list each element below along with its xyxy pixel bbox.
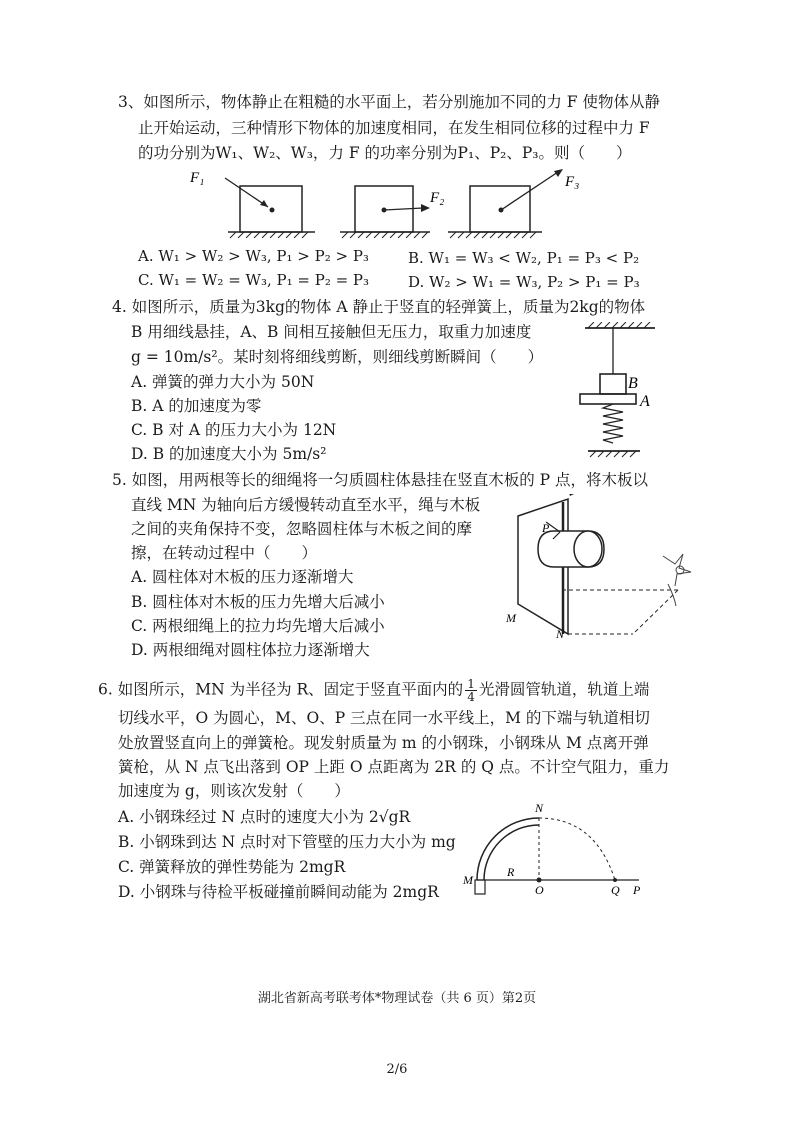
q6-label-n: N: [535, 801, 544, 815]
q5-line2: 直线 MN 为轴向后方缓慢转动直至水平，绳与木板: [131, 496, 481, 514]
q4-line1: 4. 如图所示，质量为3kg的物体 A 静止于竖直的轻弹簧上，质量为2kg的物体: [112, 298, 646, 316]
page-footer: 湖北省新高考联考体*物理试卷（共 6 页）第2页: [257, 991, 537, 1006]
q6-line1-part1: 6. 如图所示，MN 为半径为 R、固定于竖直平面内的: [98, 680, 464, 699]
q5-option-d: D. 两根细绳对圆柱体拉力逐渐增大: [131, 641, 370, 659]
q6-line3: 处放置竖直向上的弹簧枪。现发射质量为 m 的小钢珠，小钢珠从 M 点离开弹: [118, 734, 649, 752]
q3-option-b: B. W₁ = W₃ < W₂, P₁ = P₃ < P₂: [408, 249, 640, 267]
q5-option-a: A. 圆柱体对木板的压力逐渐增大: [131, 568, 354, 586]
q6-option-c: C. 弹簧释放的弹性势能为 2mgR: [118, 858, 346, 876]
q5-label-p: P: [542, 521, 550, 535]
q6-option-a: A. 小钢珠经过 N 点时的速度大小为 2√gR: [118, 808, 411, 826]
q5-label-m: M: [506, 611, 516, 625]
q6-label-r: R: [507, 865, 515, 879]
q6-line1: [98, 678, 649, 703]
q3-option-c: C. W₁ = W₂ = W₃, P₁ = P₂ = P₃: [138, 271, 370, 289]
q3-option-d: D. W₂ > W₁ = W₃, P₂ > P₁ = P₃: [408, 273, 640, 291]
q3-label-f3: F₃: [565, 174, 580, 190]
q4-label-a: A: [640, 393, 650, 410]
q3-option-a: A. W₁ > W₂ > W₃, P₁ > P₂ > P₃: [138, 247, 369, 265]
q5-line3: 之间的夹角保持不变，忽略圆柱体与木板之间的摩: [131, 520, 473, 538]
q4-line2: B 用细线悬挂，A、B 间相互接触但无压力，取重力加速度: [131, 323, 532, 341]
q5-line1: 5. 如图，用两根等长的细绳将一匀质圆柱体悬挂在竖直木板的 P 点，将木板以: [112, 471, 649, 489]
q4-option-b: B. A 的加速度为零: [131, 397, 262, 415]
q5-label-n: N: [556, 627, 565, 641]
q6-option-d: D. 小钢珠与待检平板碰撞前瞬间动能为 2mgR: [118, 883, 439, 901]
q5-option-b: B. 圆柱体对木板的压力先增大后减小: [131, 593, 385, 611]
q3-line2: 止开始运动，三种情形下物体的加速度相同，在发生相同位移的过程中力 F: [138, 119, 650, 137]
q3-label-f2: F₂: [430, 190, 445, 206]
q6-line1-part2: 光滑圆管轨道，轨道上端: [478, 680, 650, 699]
page-number: 2/6: [386, 1062, 408, 1077]
q4-line3: g = 10m/s²。某时刻将细线剪断，则细线剪断瞬间（ ）: [131, 348, 544, 366]
q4-label-b: B: [628, 375, 638, 392]
q3-figure: [180, 168, 600, 243]
q4-option-d: D. B 的加速度大小为 5m/s²: [131, 445, 327, 463]
q6-fraction: $\frac{1}{4}$: [467, 677, 475, 704]
q3-label-f1: F₁: [190, 170, 205, 186]
q6-label-o: O: [535, 883, 544, 897]
q6-figure: [455, 800, 655, 900]
q5-option-c: C. 两根细绳上的拉力均先增大后减小: [131, 617, 385, 635]
q6-label-p: P: [633, 883, 641, 897]
q3-line1: 3、如图所示，物体静止在粗糙的水平面上，若分别施加不同的力 F 使物体从静: [118, 93, 660, 111]
q3-line3: 的功分别为W₁、W₂、W₃，力 F 的功率分别为P₁、P₂、P₃。则（ ）: [138, 144, 632, 162]
q5-line4: 擦，在转动过程中（ ）: [131, 544, 318, 562]
q4-option-c: C. B 对 A 的压力大小为 12N: [131, 421, 337, 439]
q4-figure: [570, 322, 670, 462]
q5-figure: [498, 494, 708, 644]
q4-option-a: A. 弹簧的弹力大小为 50N: [131, 373, 315, 391]
q6-line5: 加速度为 g，则该次发射（ ）: [118, 782, 350, 800]
q6-option-b: B. 小钢珠到达 N 点时对下管壁的压力大小为 mg: [118, 833, 456, 851]
q6-line4: 簧枪，从 N 点飞出落到 OP 上距 O 点距离为 2R 的 Q 点。不计空气阻力，重力: [118, 758, 670, 776]
q6-label-q: Q: [611, 883, 620, 897]
q6-line2: 切线水平，O 为圆心，M、O、P 三点在同一水平线上，M 的下端与轨道相切: [118, 709, 650, 727]
q6-label-m: M: [463, 873, 473, 887]
